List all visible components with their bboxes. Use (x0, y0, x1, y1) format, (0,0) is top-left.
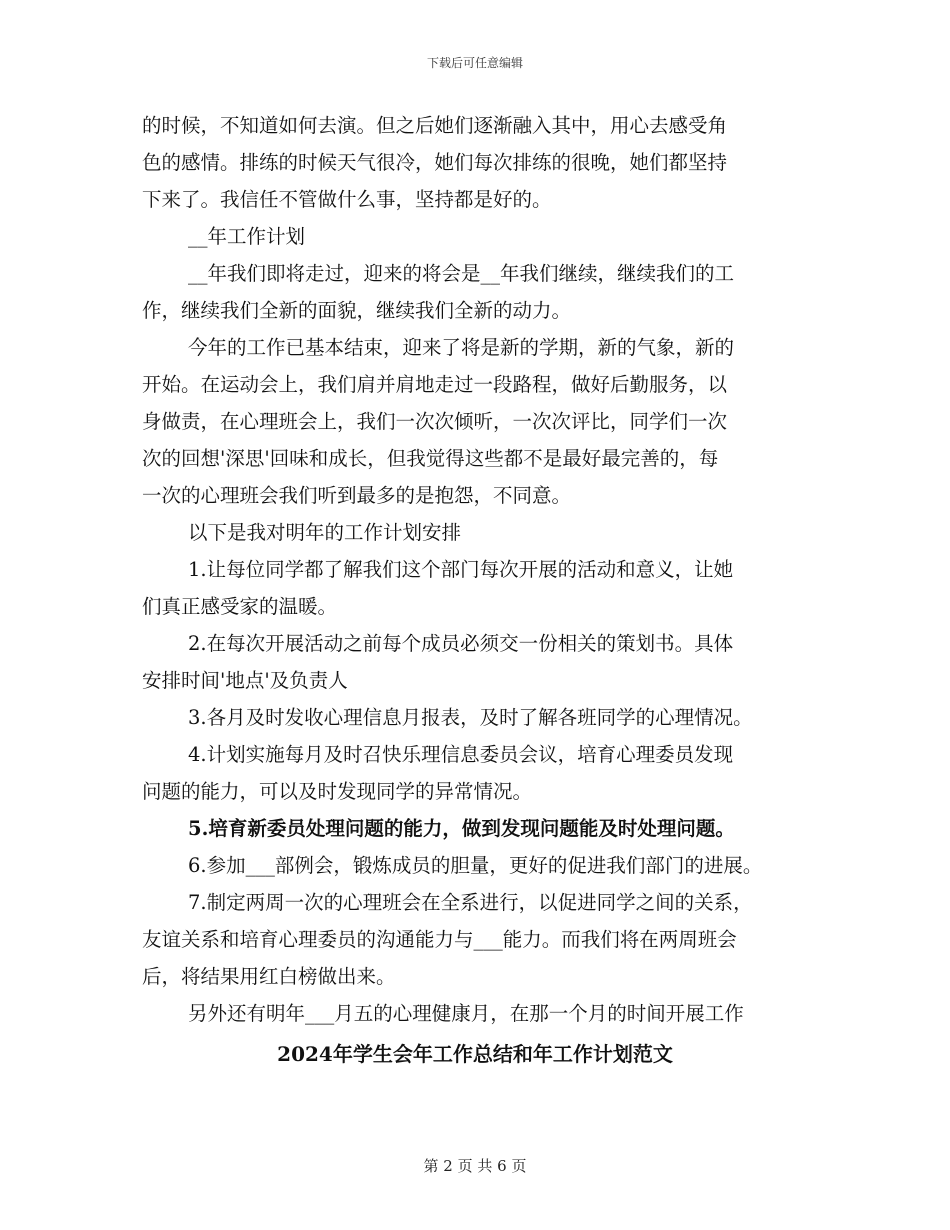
body-line: 下来了。我信任不管做什么事，坚持都是好的。 (142, 188, 552, 211)
list-item-continuation: 友谊关系和培育心理委员的沟通能力与___能力。而我们将在两周班会 (142, 928, 737, 951)
body-line: 的时候，不知道如何去演。但之后她们逐渐融入其中，用心去感受角 (142, 114, 728, 137)
body-line: 身做责，在心理班会上，我们一次次倾听，一次次评比，同学们一次 (142, 410, 728, 433)
list-item-continuation: 们真正感受家的温暖。 (142, 595, 338, 618)
list-item-continuation: 问题的能力，可以及时发现同学的异常情况。 (142, 780, 533, 803)
page-header: 下载后可任意编辑 (426, 56, 523, 70)
body-line: 今年的工作已基本结束，迎来了将是新的学期，新的气象，新的 (188, 336, 735, 359)
page-footer: 第 2 页 共 6 页 (423, 1157, 527, 1175)
section-heading: __年工作计划 (188, 225, 306, 248)
list-item: 1.让每位同学都了解我们这个部门每次开展的活动和意义，让她 (188, 558, 734, 581)
body-line: __年我们即将走过，迎来的将会是__年我们继续，继续我们的工 (188, 262, 735, 285)
document-body (142, 107, 832, 1032)
list-item: 3.各月及时发收心理信息月报表，及时了解各班同学的心理情况。 (188, 706, 753, 729)
list-item: 2.在每次开展活动之前每个成员必须交一份相关的策划书。具体 (188, 632, 734, 655)
body-line: 一次的心理班会我们听到最多的是抱怨，不同意。 (142, 484, 572, 507)
body-line: 作，继续我们全新的面貌，继续我们全新的动力。 (142, 299, 572, 322)
body-line: 以下是我对明年的工作计划安排 (188, 521, 462, 544)
body-line: 次的回想'深思'回味和成长，但我觉得这些都不是最好最完善的，每 (142, 447, 719, 470)
body-line: 开始。在运动会上，我们肩并肩地走过一段路程，做好后勤服务，以 (142, 373, 728, 396)
body-line: 色的感情。排练的时候天气很冷，她们每次排练的很晚，她们都坚持 (142, 151, 728, 174)
body-line: 另外还有明年___月五的心理健康月，在那一个月的时间开展工作 (188, 1002, 744, 1025)
list-item-continuation: 安排时间'地点'及负责人 (142, 669, 348, 692)
list-item: 6.参加___部例会，锻炼成员的胆量，更好的促进我们部门的进展。 (188, 854, 763, 877)
list-item-bold: 5.培育新委员处理问题的能力，做到发现问题能及时处理问题。 (188, 817, 735, 840)
document-title: 2024年学生会年工作总结和年工作计划范文 (277, 1042, 673, 1066)
list-item: 7.制定两周一次的心理班会在全系进行，以促进同学之间的关系， (188, 891, 753, 914)
list-item: 4.计划实施每月及时召快乐理信息委员会议，培育心理委员发现 (188, 743, 734, 766)
list-item-continuation: 后，将结果用红白榜做出来。 (142, 965, 396, 988)
